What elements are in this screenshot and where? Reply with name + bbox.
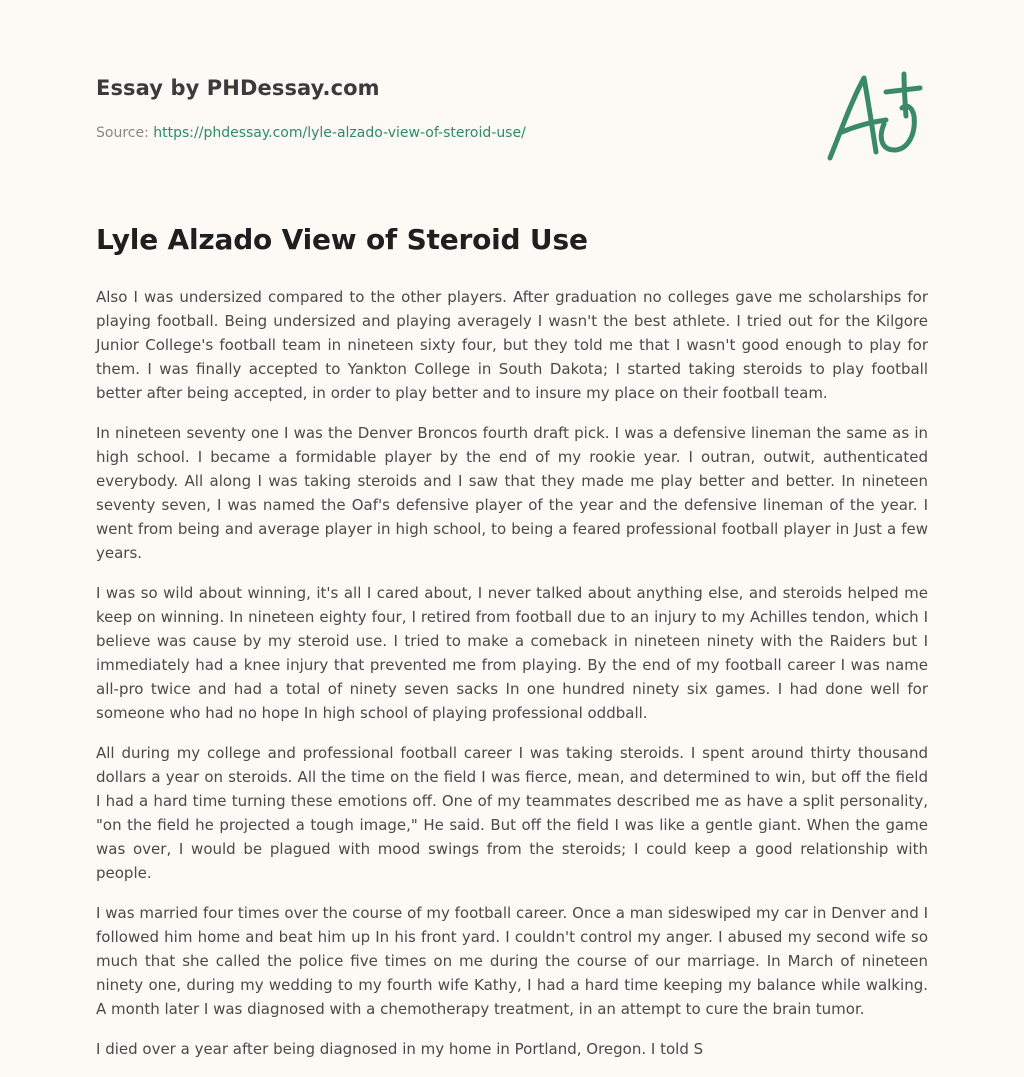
source-line bbox=[96, 125, 526, 141]
article-body bbox=[96, 285, 928, 1077]
page-header bbox=[96, 76, 928, 141]
a-plus-grade-icon bbox=[824, 66, 932, 166]
paragraph: I was so wild about winning, it's all I cared about, I never talked about anything else, and steroids helped me keep on winning. In nineteen eighty four, I retired from football due to an injury to my Achilles tendon, which I believe was cause by my steroid use. I tried to make a comeback in nineteen ninety with the Raiders but I immediately had a knee injury that prevented me from playing. By the end of my football career I was name all-pro twice and had a total of ninety seven sacks In one hundred ninety six games. I had done well for someone who had no hope In high school of playing professional oddball. bbox=[96, 584, 928, 722]
paragraph: I was married four times over the course of my football career. Once a man sideswiped my car in Denver and I followed him home and beat him up In his front yard. I couldn't control my anger. I abused my second wife so much that she called the police five times on me during the course of our marriage. In March of nineteen ninety one, during my wedding to my fourth wife Kathy, I had a hard time keeping my balance while walking. A month later I was diagnosed with a chemotherapy treatment, in an attempt to cure the brain tumor. bbox=[96, 904, 928, 1018]
site-brand: Essay by PHDessay.com bbox=[96, 76, 380, 100]
source-link[interactable]: https://phdessay.com/lyle-alzado-view-of-steroid-use/ bbox=[153, 125, 526, 141]
source-label: Source: bbox=[96, 125, 154, 141]
paragraph: Also I was undersized compared to the other players. After graduation no colleges gave me scholarships for playing football. Being undersized and playing averagely I wasn't the best athlete. I tried out for the Kilgore Junior College's football team in nineteen sixty four, but they told me that I wasn't good enough to play for them. I was finally accepted to Yankton College in South Dakota; I started taking steroids to play football better after being accepted, in order to play better and to insure my place on their football team. bbox=[96, 288, 928, 402]
article-title: Lyle Alzado View of Steroid Use bbox=[96, 223, 588, 256]
paragraph: In nineteen seventy one I was the Denver Broncos fourth draft pick. I was a defensive lineman the same as in high school. I became a formidable player by the end of my rookie year. I outran, outwit, authenticated everybody. All along I was taking steroids and I saw that they made me play better and better. In nineteen seventy seven, I was named the Oaf's defensive player of the year and the defensive lineman of the year. I went from being and average player in high school, to being a feared professional football player in Just a few years. bbox=[96, 424, 928, 562]
paragraph: All during my college and professional football career I was taking steroids. I spent around thirty thousand dollars a year on steroids. All the time on the field I was fierce, mean, and determined to win, but off the field I had a hard time turning these emotions off. One of my teammates described me as have a split personality, "on the field he projected a tough image," He said. But off the field I was like a gentle giant. When the game was over, I would be plagued with mood swings from the steroids; I could keep a good relationship with people. bbox=[96, 744, 928, 882]
paragraph: I died over a year after being diagnosed in my home in Portland, Oregon. I told S bbox=[96, 1040, 704, 1058]
